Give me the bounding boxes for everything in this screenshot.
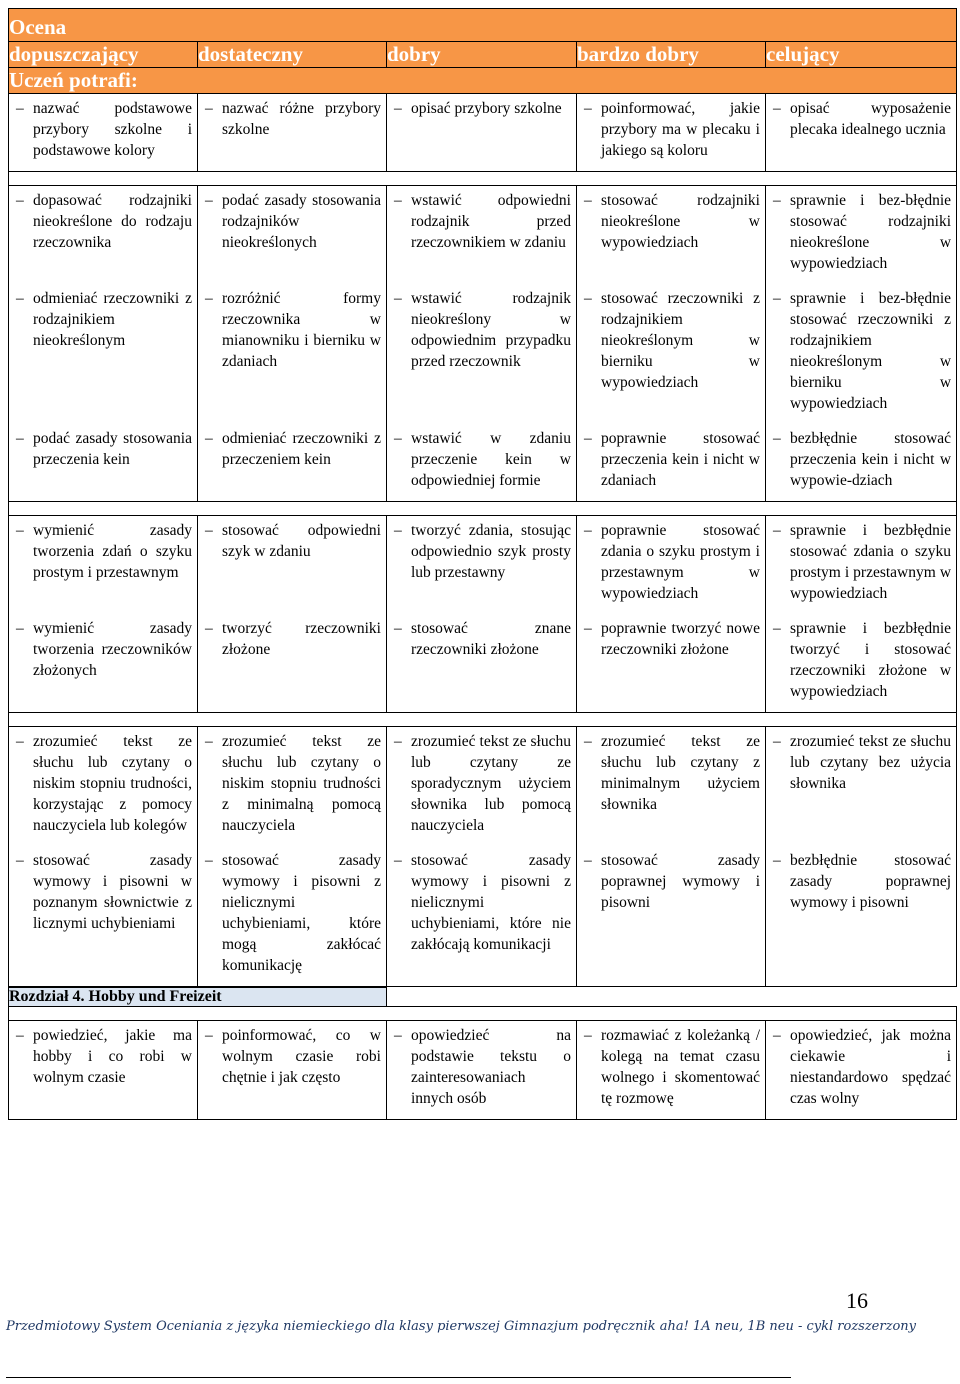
list-item [394, 1025, 571, 1109]
table-cell [387, 846, 577, 987]
skill-text: zrozumieć tekst ze słuchu lub czytany ze sporadycznym użyciem słownika lub pomocą nauczyciela [411, 733, 571, 834]
table-cell [387, 516, 577, 615]
skill-text: opowiedzieć na podstawie tekstu o zainteresowaniach innych osób [411, 1027, 571, 1107]
table-cell [577, 186, 766, 285]
skill-text: opowiedzieć, jak można ciekawie i niestandardowo spędzać czas wolny [790, 1027, 952, 1107]
table-cell [9, 94, 198, 172]
skill-text: stosować rodzajniki nieokreślone w wypowiedziach [601, 192, 760, 251]
list-item [205, 190, 381, 253]
skill-text: wstawić w zdaniu przeczenie kein w odpowiedniej formie [411, 430, 571, 489]
dash-bullet: – [394, 852, 402, 869]
list-item [584, 428, 760, 491]
grade-4: bardzo dobry [577, 42, 766, 68]
list-item [16, 288, 192, 351]
list-item [16, 98, 192, 161]
footer-text: Przedmiotowy System Oceniania z języka niemieckiego dla klasy pierwszej Gimnazjum podręcznik aha! 1A neu, 1B neu - cykl rozszerzony [6, 1319, 916, 1334]
grade-5: celujący [766, 42, 957, 68]
dash-bullet: – [16, 733, 24, 750]
list-item [394, 520, 571, 583]
skill-text: powiedzieć, jakie ma hobby i co robi w wolnym czasie [33, 1027, 192, 1086]
list-item [16, 1025, 192, 1088]
group-4 [9, 727, 957, 987]
table-cell [387, 727, 577, 847]
list-item [584, 520, 760, 604]
dash-bullet: – [773, 733, 781, 750]
table-cell [766, 516, 957, 615]
list-item [16, 190, 192, 253]
dash-bullet: – [16, 1027, 24, 1044]
skill-text: podać zasady stosowania przeczenia kein [33, 430, 192, 468]
skill-text: nazwać podstawowe przybory szkolne i podstawowe kolory [33, 100, 192, 159]
skill-text: tworzyć zdania, stosując odpowiednio szyk prosty lub przestawny [411, 522, 571, 581]
skill-text: rozmawiać z koleżanką / kolegą na temat czasu wolnego i skomentować tę rozmowę [601, 1027, 760, 1107]
dash-bullet: – [584, 192, 592, 209]
table-cell [766, 424, 957, 502]
table-cell [387, 284, 577, 424]
list-item [584, 190, 760, 253]
list-item [16, 520, 192, 583]
table-cell [198, 284, 387, 424]
table-cell [9, 516, 198, 615]
list-item [773, 190, 951, 274]
table-cell [9, 284, 198, 424]
group-1 [9, 94, 957, 172]
skill-text: zrozumieć tekst ze słuchu lub czytany bez użycia słownika [790, 733, 952, 792]
dash-bullet: – [16, 852, 24, 869]
skill-text: sprawnie i bez-błędnie stosować rodzajniki nieokreślone w wypowiedziach [790, 192, 952, 272]
table-cell [198, 1021, 387, 1120]
skill-text: stosować odpowiedni szyk w zdaniu [222, 522, 381, 560]
skill-text: dopasować rodzajniki nieokreślone do rodzaju rzeczownika [33, 192, 192, 251]
list-item [394, 850, 571, 955]
list-item [584, 850, 760, 913]
dash-bullet: – [394, 100, 402, 117]
dash-bullet: – [773, 100, 781, 117]
table-cell [577, 846, 766, 987]
skill-text: stosować zasady poprawnej wymowy i pisowni [601, 852, 760, 911]
table-cell [387, 1021, 577, 1120]
table-cell [766, 1021, 957, 1120]
grade-1: dopuszczający [9, 42, 198, 68]
dash-bullet: – [16, 430, 24, 447]
table-cell [9, 846, 198, 987]
list-item [394, 190, 571, 253]
skill-text: stosować zasady wymowy i pisowni w poznanym słownictwie z licznymi uchybieniami [33, 852, 192, 932]
list-item [773, 731, 951, 794]
dash-bullet: – [584, 430, 592, 447]
skill-text: poinformować, co w wolnym czasie robi chętnie i jak często [222, 1027, 381, 1086]
list-item [205, 731, 381, 836]
dash-bullet: – [394, 192, 402, 209]
dash-bullet: – [394, 1027, 402, 1044]
list-item [773, 428, 951, 491]
dash-bullet: – [394, 290, 402, 307]
list-item [16, 731, 192, 836]
dash-bullet: – [205, 620, 213, 637]
list-item [394, 98, 571, 119]
dash-bullet: – [394, 430, 402, 447]
table-cell [198, 727, 387, 847]
table-cell [577, 94, 766, 172]
list-item [584, 731, 760, 815]
section-row [9, 988, 957, 1007]
dash-bullet: – [773, 522, 781, 539]
group-gap [9, 172, 957, 186]
table-cell [766, 846, 957, 987]
header-title-row [9, 9, 957, 42]
table-cell [9, 186, 198, 285]
table-cell [198, 94, 387, 172]
table-cell [577, 284, 766, 424]
skill-text: sprawnie i bezbłędnie stosować zdania o szyku prostym i przestawnym w wypowiedziach [790, 522, 952, 602]
table-row [9, 727, 957, 847]
skill-text: zrozumieć tekst ze słuchu lub czytany o niskim stopniu trudności, korzystając z pomocy nauczyciela lub kolegów [33, 733, 192, 834]
dash-bullet: – [16, 522, 24, 539]
list-item [205, 98, 381, 140]
list-item [205, 618, 381, 660]
table-cell [387, 186, 577, 285]
skill-text: poprawnie stosować przeczenia kein i nicht w zdaniach [601, 430, 760, 489]
skill-text: poprawnie stosować zdania o szyku prostym i przestawnym w wypowiedziach [601, 522, 760, 602]
dash-bullet: – [584, 733, 592, 750]
skill-text: sprawnie i bez-błędnie stosować rzeczowniki z rodzajnikiem nieokreślonym w bierniku w wypowiedziach [790, 290, 952, 412]
subtitle-row [9, 68, 957, 94]
dash-bullet: – [394, 620, 402, 637]
dash-bullet: – [584, 100, 592, 117]
list-item [16, 618, 192, 681]
grade-3: dobry [387, 42, 577, 68]
skill-text: bezbłędnie stosować przeczenia kein i nicht w wypowie-dziach [790, 430, 952, 489]
skill-text: rozróżnić formy rzeczownika w mianowniku i bierniku w zdaniach [222, 290, 381, 370]
dash-bullet: – [773, 620, 781, 637]
table-cell [9, 614, 198, 713]
table-row [9, 846, 957, 987]
table-row [9, 1021, 957, 1120]
group-5 [9, 1021, 957, 1120]
skill-text: stosować zasady wymowy i pisowni z nielicznymi uchybieniami, które mogą zakłócać komunikację [222, 852, 381, 974]
group-gap [9, 502, 957, 516]
table-cell [387, 424, 577, 502]
list-item [205, 520, 381, 562]
table-cell [9, 424, 198, 502]
skill-text: poprawnie tworzyć nowe rzeczowniki złożone [601, 620, 760, 658]
table-row [9, 94, 957, 172]
table-row [9, 614, 957, 713]
dash-bullet: – [16, 620, 24, 637]
skill-text: wymienić zasady tworzenia rzeczowników złożonych [33, 620, 192, 679]
skill-text: zrozumieć tekst ze słuchu lub czytany o niskim stopniu trudności z minimalną pomocą nauczyciela [222, 733, 381, 834]
table-cell [766, 284, 957, 424]
skill-text: wymienić zasady tworzenia zdań o szyku prostym i przestawnym [33, 522, 192, 581]
skill-text: stosować znane rzeczowniki złożone [411, 620, 571, 658]
table-cell [198, 186, 387, 285]
table-cell [198, 614, 387, 713]
list-item [205, 288, 381, 372]
list-item [584, 618, 760, 660]
list-item [773, 288, 951, 414]
table-cell [577, 424, 766, 502]
skill-text: zrozumieć tekst ze słuchu lub czytany z minimalnym użyciem słownika [601, 733, 760, 813]
table-cell [766, 94, 957, 172]
table-cell [766, 727, 957, 847]
dash-bullet: – [584, 852, 592, 869]
list-item [16, 850, 192, 934]
list-item [394, 618, 571, 660]
header-title: Ocena [9, 15, 67, 39]
table-cell [577, 1021, 766, 1120]
skill-text: opisać przybory szkolne [411, 100, 562, 117]
list-item [584, 1025, 760, 1109]
section-table [8, 987, 957, 1120]
table-cell [387, 614, 577, 713]
table-cell [577, 727, 766, 847]
list-item [205, 1025, 381, 1088]
dash-bullet: – [773, 852, 781, 869]
grade-2: dostateczny [198, 42, 387, 68]
table-cell [577, 614, 766, 713]
footer-line [6, 1377, 791, 1378]
dash-bullet: – [16, 290, 24, 307]
dash-bullet: – [205, 290, 213, 307]
table-cell [9, 727, 198, 847]
list-item [394, 288, 571, 372]
skill-text: opisać wyposażenie plecaka idealnego ucznia [790, 100, 952, 138]
dash-bullet: – [205, 733, 213, 750]
group-3 [9, 516, 957, 713]
skill-text: podać zasady stosowania rodzajników nieokreślonych [222, 192, 381, 251]
table-row [9, 516, 957, 615]
dash-bullet: – [205, 1027, 213, 1044]
list-item [205, 428, 381, 470]
dash-bullet: – [773, 192, 781, 209]
table-row [9, 186, 957, 285]
section-title: Rozdział 4. Hobby und Freizeit [9, 988, 222, 1005]
list-item [773, 1025, 951, 1109]
list-item [16, 428, 192, 470]
skill-text: stosować zasady wymowy i pisowni z nielicznymi uchybieniami, które nie zakłócają komunikacji [411, 852, 571, 953]
skill-text: wstawić odpowiedni rodzajnik przed rzeczownikiem w zdaniu [411, 192, 571, 251]
list-item [773, 98, 951, 140]
table-row [9, 284, 957, 424]
dash-bullet: – [394, 733, 402, 750]
group-2 [9, 186, 957, 502]
grading-sheet [8, 8, 956, 1120]
header-subtitle: Uczeń potrafi: [9, 68, 138, 92]
skill-text: odmieniać rzeczowniki z przeczeniem kein [222, 430, 381, 468]
table-cell [577, 516, 766, 615]
skill-text: odmieniać rzeczowniki z rodzajnikiem nieokreślonym [33, 290, 192, 349]
skill-text: nazwać różne przybory szkolne [222, 100, 381, 138]
dash-bullet: – [584, 1027, 592, 1044]
dash-bullet: – [205, 192, 213, 209]
dash-bullet: – [773, 290, 781, 307]
dash-bullet: – [394, 522, 402, 539]
skill-text: stosować rzeczowniki z rodzajnikiem nieokreślonym w bierniku w wypowiedziach [601, 290, 760, 391]
list-item [584, 98, 760, 161]
table-row [9, 424, 957, 502]
list-item [394, 731, 571, 836]
skill-text: tworzyć rzeczowniki złożone [222, 620, 381, 658]
table-cell [766, 186, 957, 285]
group-gap [9, 1007, 957, 1021]
table-cell [766, 614, 957, 713]
skill-text: bezbłędnie stosować zasady poprawnej wymowy i pisowni [790, 852, 952, 911]
dash-bullet: – [205, 430, 213, 447]
skill-text: wstawić rodzajnik nieokreślony w odpowiednim przypadku przed rzeczownik [411, 290, 571, 370]
dash-bullet: – [205, 852, 213, 869]
dash-bullet: – [773, 1027, 781, 1044]
dash-bullet: – [205, 100, 213, 117]
dash-bullet: – [773, 430, 781, 447]
skill-text: sprawnie i bezbłędnie tworzyć i stosować rzeczowniki złożone w wypowiedziach [790, 620, 952, 700]
table-cell [9, 1021, 198, 1120]
list-item [773, 618, 951, 702]
list-item [773, 850, 951, 913]
dash-bullet: – [584, 620, 592, 637]
list-item [773, 520, 951, 604]
table-cell [198, 846, 387, 987]
grading-table [8, 8, 957, 987]
grades-row [9, 42, 957, 68]
dash-bullet: – [16, 192, 24, 209]
dash-bullet: – [205, 522, 213, 539]
table-cell [198, 424, 387, 502]
table-cell [387, 94, 577, 172]
dash-bullet: – [584, 522, 592, 539]
group-gap [9, 713, 957, 727]
list-item [394, 428, 571, 491]
skill-text: poinformować, jakie przybory ma w plecaku i jakiego są koloru [601, 100, 760, 159]
table-cell [198, 516, 387, 615]
list-item [205, 850, 381, 976]
list-item [584, 288, 760, 393]
dash-bullet: – [16, 100, 24, 117]
page-number: 16 [846, 1288, 868, 1313]
dash-bullet: – [584, 290, 592, 307]
